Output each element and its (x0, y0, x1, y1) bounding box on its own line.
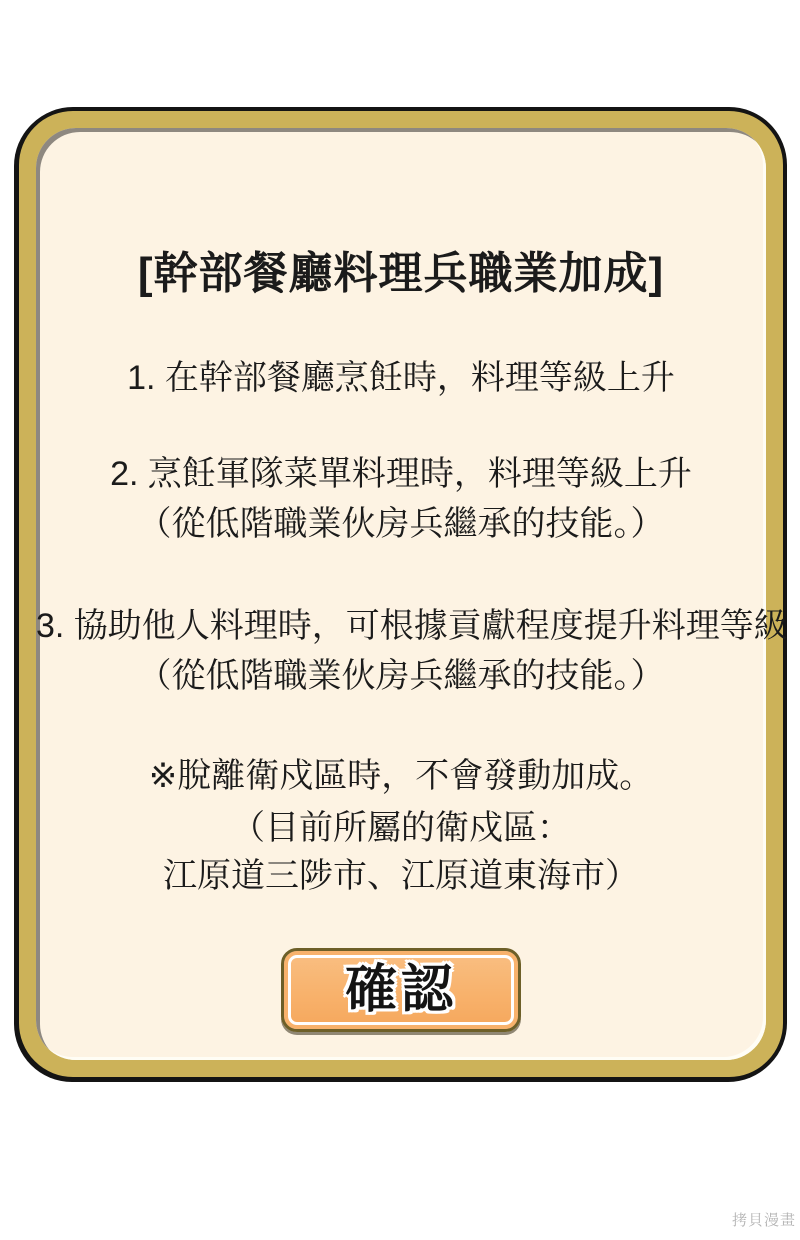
dialog-panel (36, 128, 788, 1060)
bonus-item-2: 2. 烹飪軍隊菜單料理時，料理等級上升 (110, 455, 692, 493)
job-bonus-dialog (15, 107, 787, 1081)
confirm-button-label: 確認 (344, 961, 457, 1019)
garrison-locations: 江原道三陟市、江原道東海市） (163, 857, 639, 895)
garrison-current-label: （目前所屬的衛戍區： (231, 809, 571, 847)
confirm-button[interactable] (281, 948, 521, 1032)
bonus-item-3-subnote: （從低階職業伙房兵繼承的技能。） (137, 657, 665, 695)
bonus-item-1: 1. 在幹部餐廳烹飪時，料理等級上升 (127, 359, 675, 397)
bonus-item-3: 3. 協助他人料理時，可根據貢獻程度提升料理等級 (36, 607, 788, 645)
watermark: 拷貝漫畫 (731, 1212, 796, 1229)
garrison-warning-note: ※脫離衛戍區時，不會發動加成。 (148, 757, 654, 795)
bonus-item-2-subnote: （從低階職業伙房兵繼承的技能。） (137, 505, 665, 543)
dialog-title: [幹部餐廳料理兵職業加成] (137, 249, 665, 298)
